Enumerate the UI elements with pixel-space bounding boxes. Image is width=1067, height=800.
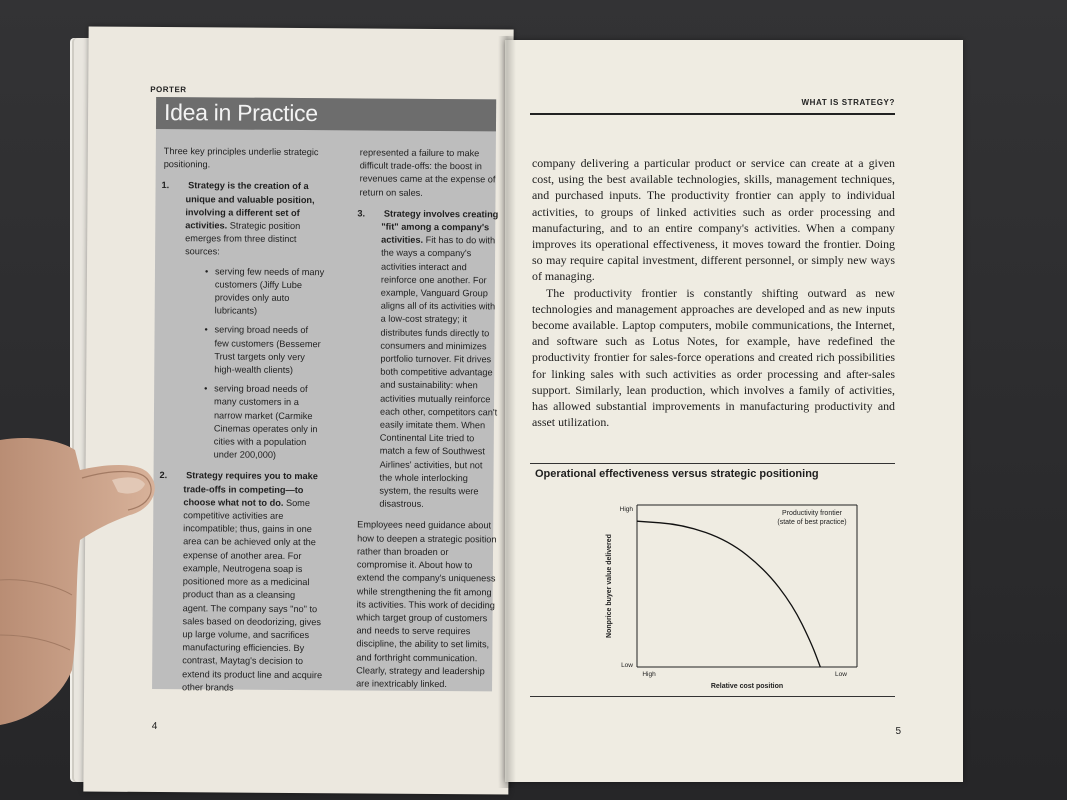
x-tick-high: High: [642, 671, 656, 678]
productivity-frontier-curve: [637, 521, 820, 667]
bullet-item: • serving broad needs of many customers in a narrow market (Carmike Cinemas operates only in cities with a population under 200,000): [204, 383, 325, 463]
principle-3-number: 3.: [357, 208, 366, 219]
principle-2-number: 2.: [159, 470, 168, 481]
x-axis-label: Relative cost position: [710, 683, 784, 690]
principle-1: [161, 180, 326, 463]
principle-3-text: Fit has to do with the ways a company's activities interact and reinforce one another. For example, Vanguard Group aligns all of its activities with a low-cost strategy; it distributes funds directly to consumers and minimizes portfolio turnover. Fit drives both competitive advantage and sustainability: when activities mutually reinforce each other, competitors can't easily imitate them. When Continental Lite tried to match a few of Southwest Airlines' activities, but not the whole interlocking system, the results were disastrous.: [379, 235, 498, 510]
page-number-right: 5: [895, 726, 901, 737]
paragraph-1: company delivering a particular product or service can create at a given cost, using the best available technologies, skills, management techniques, and purchased inputs. The productivity frontier can apply to individual activities, to groups of linked activities such as order processing and manufacturing, and to an entire company's activities. When a company improves its operational effectiveness, it moves toward the frontier. Doing so may require capital investment, different personnel, or simply new ways of managing.: [532, 156, 895, 284]
x-tick-low: Low: [835, 671, 847, 678]
principle-2: [159, 470, 324, 696]
productivity-frontier-chart: [595, 495, 895, 695]
principle-3-heading: Strategy involves creating "fit" among a company's activities.: [381, 208, 499, 246]
left-column-2: [356, 146, 500, 699]
bullet-item: • serving few needs of many customers (Jiffy Lube provides only auto lubricants): [205, 265, 325, 319]
right-page: [505, 40, 963, 782]
idea-box-title: Idea in Practice: [163, 99, 318, 127]
chart-title: Operational effectiveness versus strategic positioning: [535, 468, 819, 480]
running-head-left: PORTER: [150, 84, 187, 95]
left-column-1: [160, 145, 326, 703]
hand: [0, 430, 165, 733]
page-number-left: 4: [151, 720, 158, 733]
chart-rule-bottom: [530, 696, 895, 697]
chart-rule-top: [530, 463, 895, 464]
y-tick-low: Low: [621, 662, 633, 669]
header-rule: [530, 113, 895, 115]
principle-2-heading: Strategy requires you to make trade-offs in competing—to choose what not to do.: [183, 470, 318, 508]
principle-1-heading: Strategy is the creation of a unique and valuable position, involving a different set of activities.: [185, 180, 315, 231]
intro-text: Three key principles underlie strategic positioning.: [163, 146, 319, 170]
y-tick-high: High: [619, 506, 633, 513]
frontier-annotation-1: Productivity frontier: [782, 510, 842, 517]
paragraph-2: The productivity frontier is constantly shifting outward as new technologies and management approaches are developed and as new inputs become available. Laptop computers, mobile communications, the Internet, and software such as Lotus Notes, for example, have redefined the productivity frontier for sales-force operations and created rich possibilities for linking sales with such activities as order processing and after-sales support. Similarly, lean production, which involves a family of activities, has allowed substantial improvements in manufacturing productivity and asset utilization.: [532, 285, 895, 430]
principle-1-text: Strategic position emerges from three distinct sources:: [185, 220, 301, 257]
col2-continuation: represented a failure to make difficult trade-offs: the boost in revenues came at the expense of return on sales.: [359, 147, 496, 198]
principle-3: [357, 207, 499, 512]
bullet-item: • serving broad needs of few customers (Bessemer Trust targets only very high-wealth clients): [204, 324, 324, 378]
running-head-right: WHAT IS STRATEGY?: [801, 98, 895, 107]
principle-2-text: Some competitive activities are incompatible; thus, gains in one area can be achieved only at the expense of another area. For example, Neutrogena soap is positioned more as a medicinal product than as a cleansing agent. The company says "no" to sales based on deodorizing, gives up large volume, and sacrifices manufacturing efficiencies. By contrast, Maytag's decision to extend its product line and acquire other brands: [182, 497, 323, 693]
principle-1-number: 1.: [161, 180, 170, 191]
body-text: [532, 155, 895, 430]
closing-text: Employees need guidance about how to deepen a strategic position rather than broaden or compromise it. About how to extend the company's uniqueness while strengthening the fit among its activities. This work of deciding which target group of customers and needs to serve requires discipline, the ability to set limits, and forthright communication. Clearly, strategy and leadership are inextricably linked.: [356, 519, 497, 689]
frontier-annotation-2: (state of best practice): [777, 519, 847, 526]
y-axis-label: Nonprice buyer value delivered: [606, 534, 613, 638]
idea-box-header: [156, 97, 496, 131]
book-gutter: [498, 36, 516, 788]
